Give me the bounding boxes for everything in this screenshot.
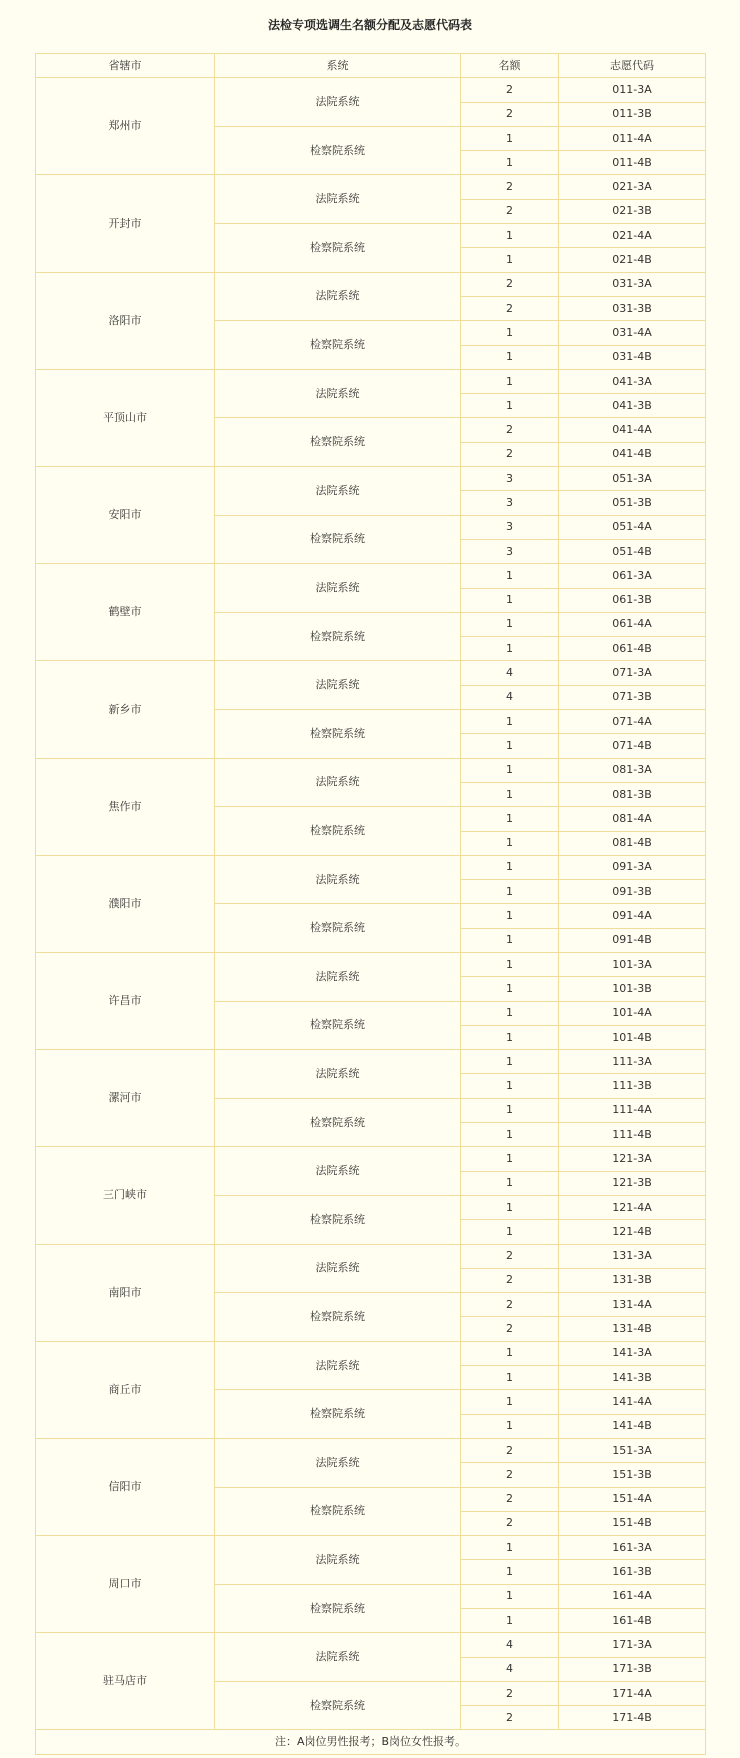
code-cell: 051-4B	[559, 539, 706, 563]
code-cell: 011-3A	[559, 78, 706, 102]
table-row	[36, 1633, 706, 1657]
code-cell: 081-4A	[559, 807, 706, 831]
code-cell: 121-3B	[559, 1171, 706, 1195]
quota-cell: 2	[461, 1487, 559, 1511]
quota-cell: 2	[461, 272, 559, 296]
table-row	[36, 855, 706, 879]
quota-cell: 3	[461, 467, 559, 491]
table-row	[36, 1438, 706, 1462]
code-cell: 041-3A	[559, 369, 706, 393]
code-cell: 041-4B	[559, 442, 706, 466]
code-cell: 101-4A	[559, 1001, 706, 1025]
system-procuratorate-cell: 检察院系统	[215, 224, 461, 273]
code-cell: 121-4B	[559, 1220, 706, 1244]
code-cell: 011-4B	[559, 151, 706, 175]
code-cell: 121-3A	[559, 1147, 706, 1171]
code-cell: 091-4B	[559, 928, 706, 952]
quota-cell: 1	[461, 782, 559, 806]
quota-cell: 1	[461, 977, 559, 1001]
quota-cell: 1	[461, 1220, 559, 1244]
quota-cell: 1	[461, 1536, 559, 1560]
city-cell: 漯河市	[36, 1050, 215, 1147]
city-cell: 信阳市	[36, 1438, 215, 1535]
city-cell: 平顶山市	[36, 369, 215, 466]
system-procuratorate-cell: 检察院系统	[215, 515, 461, 564]
code-cell: 131-4A	[559, 1293, 706, 1317]
code-cell: 011-4A	[559, 126, 706, 150]
code-cell: 111-3A	[559, 1050, 706, 1074]
quota-cell: 1	[461, 758, 559, 782]
quota-cell: 2	[461, 1463, 559, 1487]
system-court-cell: 法院系统	[215, 758, 461, 807]
city-cell: 新乡市	[36, 661, 215, 758]
code-cell: 071-4A	[559, 710, 706, 734]
code-cell: 061-4B	[559, 637, 706, 661]
code-cell: 141-4B	[559, 1414, 706, 1438]
quota-cell: 1	[461, 831, 559, 855]
code-cell: 021-3A	[559, 175, 706, 199]
quota-cell: 1	[461, 588, 559, 612]
header-row	[36, 54, 706, 78]
system-court-cell: 法院系统	[215, 1536, 461, 1585]
quota-cell: 1	[461, 126, 559, 150]
system-court-cell: 法院系统	[215, 175, 461, 224]
quota-cell: 1	[461, 1147, 559, 1171]
quota-cell: 1	[461, 1195, 559, 1219]
table-row	[36, 175, 706, 199]
quota-cell: 4	[461, 1633, 559, 1657]
city-cell: 驻马店市	[36, 1633, 215, 1730]
quota-cell: 1	[461, 807, 559, 831]
quota-cell: 1	[461, 952, 559, 976]
code-cell: 031-4A	[559, 321, 706, 345]
system-court-cell: 法院系统	[215, 1341, 461, 1390]
quota-cell: 1	[461, 1171, 559, 1195]
page-title: 法检专项选调生名额分配及志愿代码表	[267, 18, 472, 32]
quota-cell: 1	[461, 345, 559, 369]
quota-table-body	[36, 54, 706, 1730]
code-cell: 031-3A	[559, 272, 706, 296]
system-court-cell: 法院系统	[215, 661, 461, 710]
system-court-cell: 法院系统	[215, 1050, 461, 1099]
code-cell: 171-3A	[559, 1633, 706, 1657]
quota-cell: 2	[461, 1681, 559, 1705]
quota-cell: 1	[461, 1560, 559, 1584]
code-cell: 061-3B	[559, 588, 706, 612]
table-row	[36, 272, 706, 296]
code-cell: 051-3B	[559, 491, 706, 515]
quota-cell: 2	[461, 1268, 559, 1292]
system-court-cell: 法院系统	[215, 1438, 461, 1487]
code-cell: 171-3B	[559, 1657, 706, 1681]
code-cell: 151-4A	[559, 1487, 706, 1511]
quota-cell: 2	[461, 102, 559, 126]
quota-cell: 4	[461, 685, 559, 709]
quota-cell: 3	[461, 491, 559, 515]
table-row	[36, 1050, 706, 1074]
city-cell: 鹤壁市	[36, 564, 215, 661]
quota-cell: 1	[461, 1584, 559, 1608]
system-procuratorate-cell: 检察院系统	[215, 710, 461, 759]
table-row	[36, 78, 706, 102]
table-row	[36, 952, 706, 976]
code-cell: 161-3B	[559, 1560, 706, 1584]
code-cell: 061-3A	[559, 564, 706, 588]
quota-cell: 1	[461, 369, 559, 393]
code-cell: 071-3B	[559, 685, 706, 709]
code-cell: 031-4B	[559, 345, 706, 369]
code-cell: 021-4B	[559, 248, 706, 272]
code-cell: 171-4A	[559, 1681, 706, 1705]
system-procuratorate-cell: 检察院系统	[215, 1390, 461, 1439]
system-procuratorate-cell: 检察院系统	[215, 904, 461, 953]
city-cell: 开封市	[36, 175, 215, 272]
code-cell: 161-4A	[559, 1584, 706, 1608]
quota-cell: 2	[461, 418, 559, 442]
quota-cell: 1	[461, 248, 559, 272]
code-cell: 081-4B	[559, 831, 706, 855]
quota-cell: 1	[461, 928, 559, 952]
system-court-cell: 法院系统	[215, 1244, 461, 1293]
quota-cell: 1	[461, 1123, 559, 1147]
system-procuratorate-cell: 检察院系统	[215, 1584, 461, 1633]
code-cell: 011-3B	[559, 102, 706, 126]
quota-cell: 2	[461, 296, 559, 320]
code-cell: 111-4A	[559, 1098, 706, 1122]
table-row	[36, 661, 706, 685]
code-cell: 051-4A	[559, 515, 706, 539]
quota-cell: 2	[461, 1511, 559, 1535]
quota-cell: 4	[461, 1657, 559, 1681]
system-court-cell: 法院系统	[215, 855, 461, 904]
quota-cell: 1	[461, 880, 559, 904]
table-row	[36, 1341, 706, 1365]
quota-cell: 2	[461, 1438, 559, 1462]
code-cell: 021-4A	[559, 224, 706, 248]
system-court-cell: 法院系统	[215, 272, 461, 321]
quota-cell: 2	[461, 199, 559, 223]
city-cell: 洛阳市	[36, 272, 215, 369]
table-row	[36, 369, 706, 393]
code-cell: 131-3B	[559, 1268, 706, 1292]
code-cell: 071-4B	[559, 734, 706, 758]
footnote: 注：A岗位男性报考；B岗位女性报考。	[36, 1730, 706, 1755]
code-cell: 101-4B	[559, 1025, 706, 1049]
city-cell: 南阳市	[36, 1244, 215, 1341]
quota-cell: 1	[461, 1001, 559, 1025]
quota-table	[35, 53, 706, 1755]
code-cell: 071-3A	[559, 661, 706, 685]
system-procuratorate-cell: 检察院系统	[215, 612, 461, 661]
code-cell: 101-3B	[559, 977, 706, 1001]
code-cell: 081-3B	[559, 782, 706, 806]
quota-cell: 1	[461, 1098, 559, 1122]
quota-cell: 1	[461, 1025, 559, 1049]
quota-cell: 4	[461, 661, 559, 685]
code-cell: 021-3B	[559, 199, 706, 223]
system-procuratorate-cell: 检察院系统	[215, 321, 461, 370]
code-cell: 151-4B	[559, 1511, 706, 1535]
table-row	[36, 1536, 706, 1560]
header-code: 志愿代码	[559, 54, 706, 78]
header-system: 系统	[215, 54, 461, 78]
system-procuratorate-cell: 检察院系统	[215, 1681, 461, 1730]
code-cell: 131-4B	[559, 1317, 706, 1341]
code-cell: 151-3B	[559, 1463, 706, 1487]
system-procuratorate-cell: 检察院系统	[215, 1487, 461, 1536]
quota-cell: 1	[461, 904, 559, 928]
quota-cell: 3	[461, 539, 559, 563]
header-quota: 名额	[461, 54, 559, 78]
code-cell: 101-3A	[559, 952, 706, 976]
table-row	[36, 467, 706, 491]
header-city: 省辖市	[36, 54, 215, 78]
code-cell: 171-4B	[559, 1706, 706, 1730]
city-cell: 三门峡市	[36, 1147, 215, 1244]
quota-cell: 1	[461, 1341, 559, 1365]
code-cell: 121-4A	[559, 1195, 706, 1219]
code-cell: 131-3A	[559, 1244, 706, 1268]
note-row	[36, 1730, 706, 1755]
quota-cell: 1	[461, 1390, 559, 1414]
quota-cell: 1	[461, 612, 559, 636]
code-cell: 141-3A	[559, 1341, 706, 1365]
system-court-cell: 法院系统	[215, 78, 461, 127]
code-cell: 061-4A	[559, 612, 706, 636]
code-cell: 081-3A	[559, 758, 706, 782]
quota-cell: 2	[461, 1706, 559, 1730]
quota-cell: 2	[461, 442, 559, 466]
code-cell: 031-3B	[559, 296, 706, 320]
system-court-cell: 法院系统	[215, 1633, 461, 1682]
city-cell: 焦作市	[36, 758, 215, 855]
city-cell: 郑州市	[36, 78, 215, 175]
city-cell: 周口市	[36, 1536, 215, 1633]
quota-cell: 1	[461, 394, 559, 418]
quota-cell: 1	[461, 321, 559, 345]
quota-cell: 1	[461, 1074, 559, 1098]
quota-cell: 1	[461, 734, 559, 758]
system-court-cell: 法院系统	[215, 952, 461, 1001]
system-court-cell: 法院系统	[215, 564, 461, 613]
code-cell: 141-3B	[559, 1366, 706, 1390]
system-procuratorate-cell: 检察院系统	[215, 1098, 461, 1147]
code-cell: 151-3A	[559, 1438, 706, 1462]
table-row	[36, 758, 706, 782]
table-row	[36, 1244, 706, 1268]
code-cell: 091-3A	[559, 855, 706, 879]
quota-cell: 1	[461, 1050, 559, 1074]
code-cell: 161-3A	[559, 1536, 706, 1560]
system-procuratorate-cell: 检察院系统	[215, 1293, 461, 1342]
city-cell: 安阳市	[36, 467, 215, 564]
quota-cell: 1	[461, 1414, 559, 1438]
table-row	[36, 1147, 706, 1171]
quota-cell: 1	[461, 564, 559, 588]
quota-cell: 2	[461, 1244, 559, 1268]
quota-cell: 3	[461, 515, 559, 539]
system-procuratorate-cell: 检察院系统	[215, 418, 461, 467]
system-procuratorate-cell: 检察院系统	[215, 807, 461, 856]
system-procuratorate-cell: 检察院系统	[215, 1001, 461, 1050]
quota-cell: 1	[461, 1366, 559, 1390]
system-procuratorate-cell: 检察院系统	[215, 1195, 461, 1244]
system-court-cell: 法院系统	[215, 1147, 461, 1196]
code-cell: 051-3A	[559, 467, 706, 491]
city-cell: 商丘市	[36, 1341, 215, 1438]
quota-cell: 2	[461, 78, 559, 102]
city-cell: 许昌市	[36, 952, 215, 1049]
quota-cell: 1	[461, 151, 559, 175]
system-court-cell: 法院系统	[215, 369, 461, 418]
city-cell: 濮阳市	[36, 855, 215, 952]
quota-cell: 1	[461, 1609, 559, 1633]
quota-cell: 2	[461, 1317, 559, 1341]
quota-cell: 1	[461, 224, 559, 248]
code-cell: 111-3B	[559, 1074, 706, 1098]
code-cell: 041-3B	[559, 394, 706, 418]
code-cell: 161-4B	[559, 1609, 706, 1633]
code-cell: 111-4B	[559, 1123, 706, 1147]
quota-cell: 2	[461, 175, 559, 199]
code-cell: 141-4A	[559, 1390, 706, 1414]
system-court-cell: 法院系统	[215, 467, 461, 516]
quota-cell: 1	[461, 710, 559, 734]
quota-cell: 2	[461, 1293, 559, 1317]
code-cell: 091-4A	[559, 904, 706, 928]
code-cell: 041-4A	[559, 418, 706, 442]
system-procuratorate-cell: 检察院系统	[215, 126, 461, 175]
code-cell: 091-3B	[559, 880, 706, 904]
quota-cell: 1	[461, 637, 559, 661]
quota-cell: 1	[461, 855, 559, 879]
table-row	[36, 564, 706, 588]
